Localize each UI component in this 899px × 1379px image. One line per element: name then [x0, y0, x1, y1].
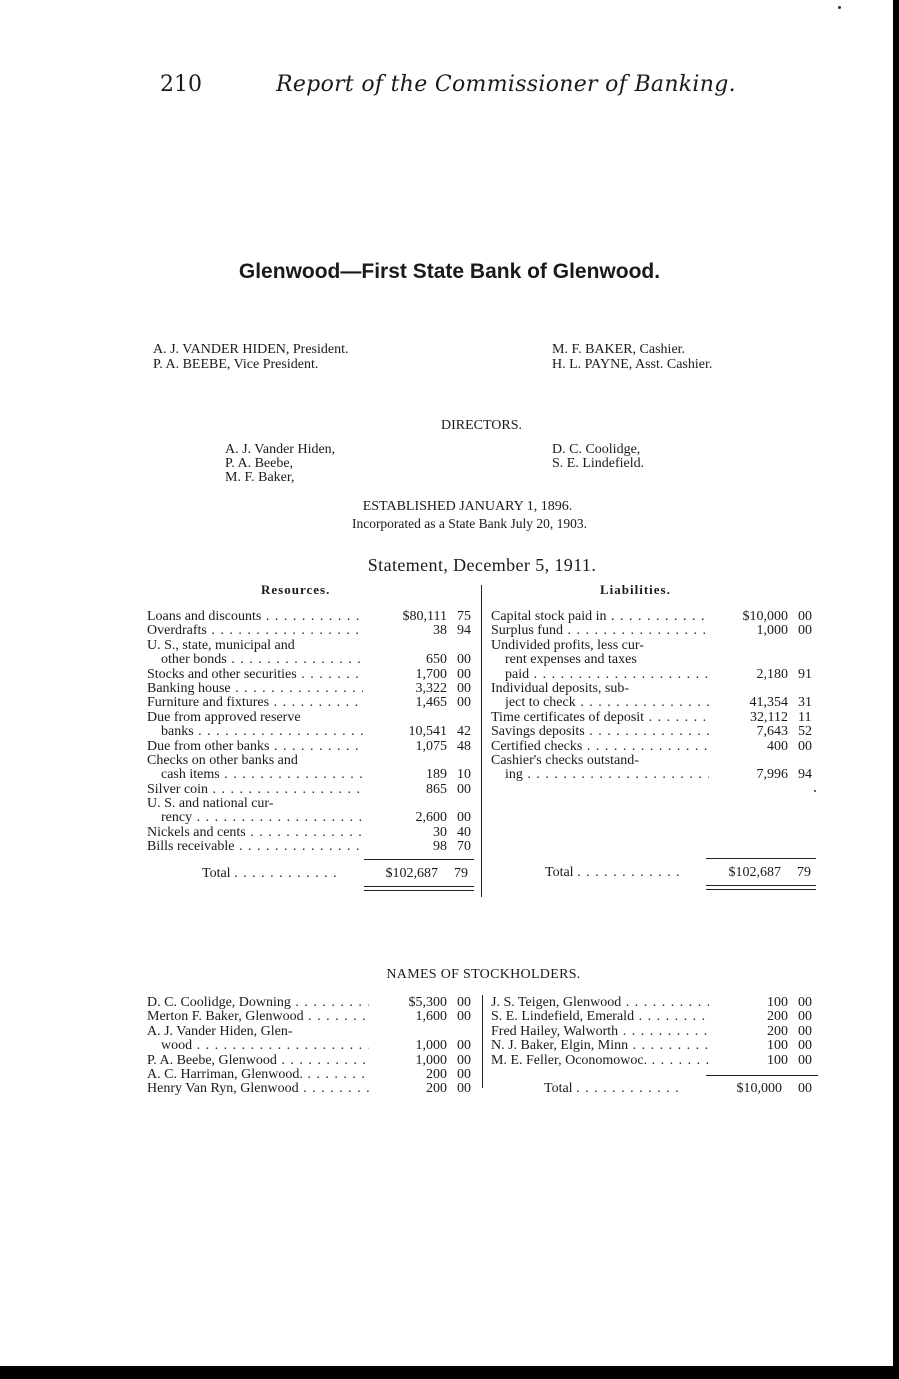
liabilities-total-rule — [706, 858, 816, 859]
ledger-cents: 00 — [798, 1052, 812, 1068]
ledger-row — [147, 696, 477, 710]
ledger-row — [491, 624, 818, 638]
ledger-row — [147, 826, 477, 840]
ledger-label: U. S. and national cur- — [147, 797, 274, 812]
scan-speck — [838, 6, 841, 9]
ledger-cents: 70 — [457, 839, 471, 855]
ledger-label: Henry Van Ryn, Glenwood . . . — [147, 1082, 369, 1096]
liabilities-total-label: Total — [545, 865, 574, 880]
ledger-dollars: 200 — [767, 1023, 788, 1039]
ledger-label: Silver coin . . . — [147, 783, 363, 797]
ledger-row — [491, 740, 818, 754]
stockholders-total-cents: 00 — [798, 1081, 812, 1096]
bank-title: Glenwood—First State Bank of Glenwood. — [238, 260, 661, 283]
ledger-row — [491, 610, 818, 624]
ledger-label: Capital stock paid in . . . — [491, 610, 709, 624]
stockholders-left-table — [147, 996, 477, 1097]
ledger-dollars: 2,600 — [415, 810, 447, 826]
ledger-row — [147, 996, 477, 1010]
ledger-row — [147, 1010, 477, 1024]
officer-cashier: M. F. BAKER, Cashier. — [552, 342, 686, 357]
ledger-dollars: 400 — [767, 738, 788, 754]
ledger-row — [147, 754, 477, 768]
ledger-cents: 00 — [798, 609, 812, 624]
ledger-label: Undivided profits, less cur- — [491, 638, 644, 653]
ledger-row — [491, 682, 818, 696]
ledger-label: Individual deposits, sub- — [491, 681, 630, 696]
incorporated-line: Incorporated as a State Bank July 20, 1903. — [351, 516, 588, 531]
ledger-row — [147, 783, 477, 797]
scan-speck — [814, 790, 816, 792]
ledger-row — [491, 639, 818, 653]
stockholders-total-dollars: $10,000 — [736, 1081, 782, 1096]
ledger-cents: 00 — [457, 695, 471, 711]
ledger-dollars: 865 — [426, 781, 447, 797]
ledger-dollars: 650 — [426, 652, 447, 668]
ledger-row — [147, 811, 477, 825]
ledger-label: P. A. Beebe, Glenwood . . . — [147, 1054, 369, 1068]
ledger-dollars: 1,600 — [415, 1009, 447, 1025]
ledger-dollars: 30 — [433, 824, 447, 840]
director-name: P. A. Beebe, — [225, 456, 294, 471]
ledger-cents: 00 — [457, 810, 471, 826]
ledger-label: Time certificates of deposit . . . — [491, 711, 709, 725]
ledger-dollars: 189 — [426, 767, 447, 783]
ledger-row — [147, 711, 477, 725]
ledger-cents: 31 — [798, 695, 812, 711]
ledger-dollars: 1,000 — [415, 1052, 447, 1068]
ledger-row — [147, 668, 477, 682]
scan-edge-bottom — [0, 1366, 899, 1379]
ledger-row — [147, 610, 477, 624]
directors-heading: DIRECTORS. — [440, 418, 523, 433]
ledger-cents: 00 — [457, 666, 471, 682]
ledger-dollars: $10,000 — [742, 609, 788, 624]
resources-total-rule — [364, 859, 474, 860]
ledger-cents: 00 — [798, 1038, 812, 1054]
ledger-dollars: 1,000 — [415, 1038, 447, 1054]
ledger-label: Merton F. Baker, Glenwood . . . — [147, 1010, 369, 1024]
ledger-row — [147, 1039, 477, 1053]
ledger-dollars: 200 — [767, 1009, 788, 1025]
ledger-cents: 00 — [798, 623, 812, 639]
ledger-row — [147, 725, 477, 739]
ledger-dollars: 38 — [433, 623, 447, 639]
ledger-cents: 00 — [457, 995, 471, 1010]
ledger-cents: 00 — [457, 652, 471, 668]
ledger-cents: 00 — [457, 1066, 471, 1082]
ledger-row — [491, 1025, 818, 1039]
stockholders-right-table — [491, 996, 818, 1068]
ledger-cents: 00 — [457, 1009, 471, 1025]
ledger-row — [491, 653, 818, 667]
ledger-dollars: 41,354 — [749, 695, 788, 711]
ledger-label: other bonds . . . — [161, 653, 363, 667]
ledger-label: Fred Hailey, Walworth . . . — [491, 1025, 709, 1039]
ledger-dollars: 1,075 — [415, 738, 447, 754]
liabilities-total-cents: 79 — [797, 865, 811, 880]
ledger-label: N. J. Baker, Elgin, Minn . . . — [491, 1039, 709, 1053]
ledger-cents: 42 — [457, 724, 471, 740]
ledger-label: wood . . . — [161, 1039, 369, 1053]
ledger-dollars: 100 — [767, 995, 788, 1010]
liabilities-heading: Liabilities. — [600, 582, 671, 597]
ledger-label: cash items . . . — [161, 768, 363, 782]
ledger-row — [491, 1039, 818, 1053]
ledger-label: M. E. Feller, Oconomowoc. . . . — [491, 1054, 709, 1068]
resources-total-label: Total — [202, 866, 231, 881]
ledger-cents: 75 — [457, 609, 471, 624]
ledger-label: Savings deposits . . . — [491, 725, 709, 739]
ledger-row — [491, 754, 818, 768]
ledger-cents: 52 — [798, 724, 812, 740]
ledger-dollars: 200 — [426, 1081, 447, 1097]
ledger-cents: 00 — [457, 1052, 471, 1068]
directors-right — [552, 443, 644, 471]
scan-edge-right — [893, 0, 899, 1379]
ledger-dollars: 200 — [426, 1066, 447, 1082]
ledger-dollars: 1,700 — [415, 666, 447, 682]
ledger-label: Checks on other banks and — [147, 753, 298, 768]
ledger-row — [147, 682, 477, 696]
page-number: 210 — [160, 72, 202, 97]
stockholders-total-label: Total — [544, 1081, 573, 1096]
ledger-row — [147, 1025, 477, 1039]
liabilities-double-rule — [706, 885, 816, 890]
ledger-cents: 00 — [457, 1081, 471, 1097]
ledger-label: ject to check . . . — [505, 696, 709, 710]
director-name: D. C. Coolidge, — [552, 442, 641, 457]
ledger-cents: 91 — [798, 666, 812, 682]
ledger-label: A. C. Harriman, Glenwood. . . . — [147, 1068, 369, 1082]
ledger-label: rent expenses and taxes — [505, 653, 637, 668]
ledger-cents: 94 — [457, 623, 471, 639]
ledger-cents: 00 — [457, 680, 471, 696]
officer-president: A. J. VANDER HIDEN, President. — [153, 342, 349, 357]
ledger-label: Due from approved reserve — [147, 710, 301, 725]
ledger-row — [491, 996, 818, 1010]
ledger-label: U. S., state, municipal and — [147, 638, 295, 653]
ledger-row — [147, 1054, 477, 1068]
ledger-row — [491, 668, 818, 682]
liabilities-total-dollars: $102,687 — [728, 865, 781, 880]
established-line: ESTABLISHED JANUARY 1, 1896. — [362, 499, 573, 514]
ledger-label: J. S. Teigen, Glenwood . . . — [491, 996, 709, 1010]
ledger-label: Due from other banks . . . — [147, 740, 363, 754]
ledger-cents: 40 — [457, 824, 471, 840]
officers-right — [552, 342, 712, 372]
ledger-cents: 00 — [798, 738, 812, 754]
ledger-label: Certified checks . . . — [491, 740, 709, 754]
stockholders-total-rule — [706, 1075, 818, 1076]
ledger-dollars: 32,112 — [750, 709, 788, 725]
ledger-dollars: 3,322 — [415, 680, 447, 696]
stockholders-divider — [482, 995, 483, 1088]
resources-heading: Resources. — [261, 582, 331, 597]
ledger-row — [147, 1082, 477, 1096]
ledger-label: ing . . . — [505, 768, 709, 782]
resources-total-cents: 79 — [454, 866, 468, 881]
ledger-label: rency . . . — [161, 811, 363, 825]
ledger-row — [147, 624, 477, 638]
ledger-row — [147, 797, 477, 811]
ledger-dollars: $80,111 — [402, 609, 447, 624]
ledger-dollars: $5,300 — [408, 995, 447, 1010]
ledger-dollars: 1,465 — [415, 695, 447, 711]
resources-total-dollars: $102,687 — [385, 866, 438, 881]
ledger-label: Loans and discounts . . . — [147, 610, 363, 624]
liabilities-table — [491, 610, 818, 783]
officer-asst-cashier: H. L. PAYNE, Asst. Cashier. — [552, 357, 713, 372]
statement-title: Statement, December 5, 1911. — [367, 555, 597, 575]
ledger-label: Bills receivable . . . — [147, 840, 363, 854]
ledger-label: D. C. Coolidge, Downing . . . — [147, 996, 369, 1010]
ledger-cents: 94 — [798, 767, 812, 783]
ledger-cents: 48 — [457, 738, 471, 754]
resources-double-rule — [364, 886, 474, 891]
ledger-row — [147, 768, 477, 782]
stockholders-heading: NAMES OF STOCKHOLDERS. — [386, 967, 581, 982]
ledger-row — [147, 740, 477, 754]
ledger-row — [147, 840, 477, 854]
statement-divider — [481, 585, 482, 897]
ledger-row — [491, 725, 818, 739]
ledger-row — [491, 1054, 818, 1068]
ledger-cents: 00 — [798, 1023, 812, 1039]
ledger-dollars: 7,996 — [756, 767, 788, 783]
ledger-dollars: 100 — [767, 1052, 788, 1068]
ledger-label: A. J. Vander Hiden, Glen- — [147, 1024, 293, 1039]
ledger-dollars: 100 — [767, 1038, 788, 1054]
ledger-label: Furniture and fixtures . . . — [147, 696, 363, 710]
ledger-cents: 11 — [798, 709, 812, 725]
ledger-cents: 00 — [798, 995, 812, 1010]
ledger-cents: 00 — [798, 1009, 812, 1025]
ledger-cents: 00 — [457, 781, 471, 797]
ledger-cents: 10 — [457, 767, 471, 783]
ledger-row — [491, 696, 818, 710]
ledger-label: Banking house . . . — [147, 682, 363, 696]
ledger-row — [491, 1010, 818, 1024]
ledger-label: Surplus fund . . . — [491, 624, 709, 638]
liabilities-total-row: Total . . . . . . . . . . . . $102,687 79 — [545, 865, 817, 881]
directors-left — [225, 443, 335, 485]
ledger-dollars: 2,180 — [756, 666, 788, 682]
ledger-row — [491, 711, 818, 725]
ledger-dollars: 10,541 — [408, 724, 447, 740]
ledger-row — [491, 768, 818, 782]
ledger-row — [147, 639, 477, 653]
ledger-label: paid . . . — [505, 668, 709, 682]
director-name: M. F. Baker, — [225, 470, 295, 485]
resources-table — [147, 610, 477, 855]
ledger-dollars: 1,000 — [756, 623, 788, 639]
running-title: Report of the Commissioner of Banking. — [276, 72, 736, 97]
ledger-row — [147, 653, 477, 667]
ledger-label: S. E. Lindefield, Emerald . . . — [491, 1010, 709, 1024]
ledger-label: Overdrafts . . . — [147, 624, 363, 638]
director-name: S. E. Lindefield. — [552, 456, 645, 471]
ledger-dollars: 98 — [433, 839, 447, 855]
ledger-label: Cashier's checks outstand- — [491, 753, 639, 768]
ledger-label: banks . . . — [161, 725, 363, 739]
officers-left — [153, 342, 348, 372]
ledger-cents: 00 — [457, 1038, 471, 1054]
ledger-label: Nickels and cents . . . — [147, 826, 363, 840]
officer-vice-president: P. A. BEEBE, Vice President. — [153, 357, 319, 372]
director-name: A. J. Vander Hiden, — [225, 442, 336, 457]
resources-total-row: Total . . . . . . . . . . . . $102,687 79 — [202, 866, 474, 882]
ledger-row — [147, 1068, 477, 1082]
ledger-dollars: 7,643 — [756, 724, 788, 740]
ledger-label: Stocks and other securities . . . — [147, 668, 363, 682]
stockholders-total-row: Total . . . . . . . . . . . . $10,000 00 — [544, 1081, 818, 1097]
